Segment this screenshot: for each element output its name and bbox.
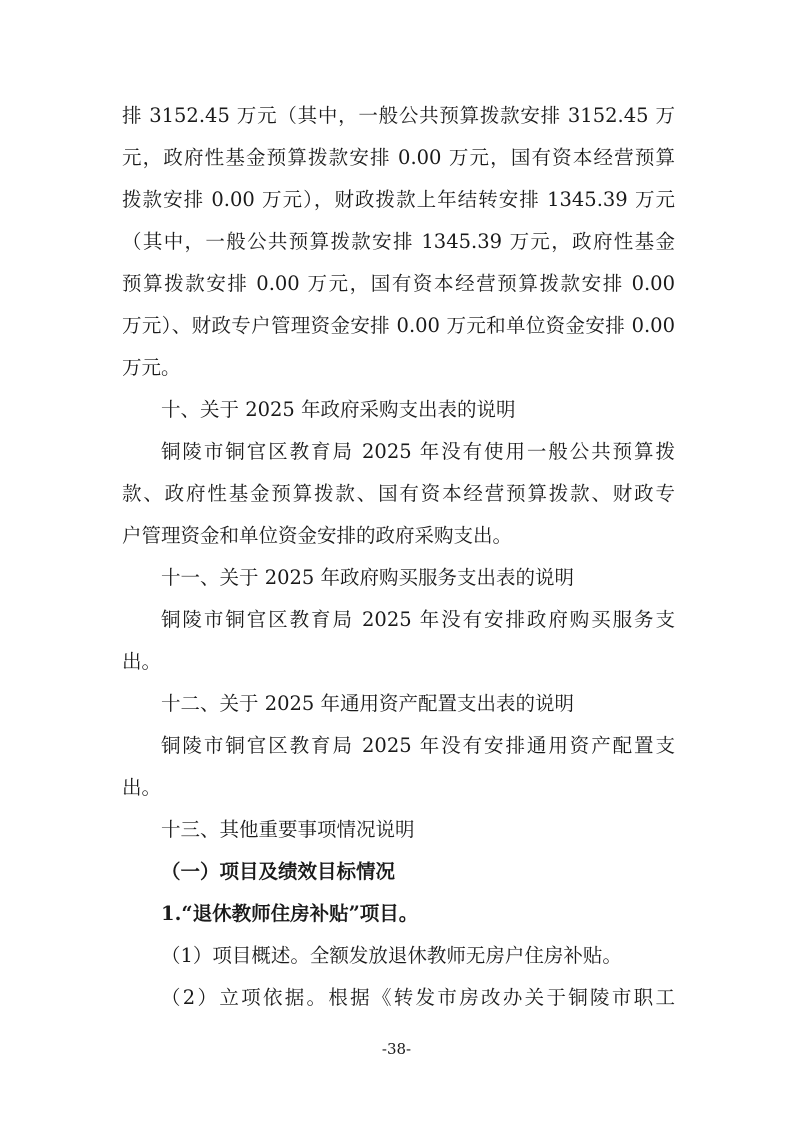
body-text-line: 预算拨款安排 0.00 万元，国有资本经营预算拨款安排 0.00: [122, 272, 675, 295]
project-title: 1.“退休教师住房补贴”项目。: [161, 902, 419, 925]
body-text-line: 出。: [122, 776, 162, 799]
body-text-line: （其中，一般公共预算拨款安排 1345.39 万元，政府性基金: [122, 230, 675, 253]
section-heading-11: 十一、关于 2025 年政府购买服务支出表的说明: [161, 566, 575, 589]
section-heading-12: 十二、关于 2025 年通用资产配置支出表的说明: [161, 692, 575, 715]
body-text-line: 排 3152.45 万元（其中，一般公共预算拨款安排 3152.45 万: [122, 104, 675, 127]
body-text-line: 铜陵市铜官区教育局 2025 年没有使用一般公共预算拨: [161, 440, 675, 463]
body-text-line: 铜陵市铜官区教育局 2025 年没有安排政府购买服务支: [161, 608, 675, 631]
body-text-line: 户管理资金和单位资金安排的政府采购支出。: [122, 524, 513, 547]
body-text-line: 万元）、财政专户管理资金安排 0.00 万元和单位资金安排 0.00: [122, 314, 675, 337]
subsection-heading: （一）项目及绩效目标情况: [161, 860, 396, 883]
body-text-line: 万元。: [122, 356, 181, 379]
section-heading-10: 十、关于 2025 年政府采购支出表的说明: [161, 398, 516, 421]
body-text-line: 出。: [122, 650, 162, 673]
body-text-line: 元，政府性基金预算拨款安排 0.00 万元，国有资本经营预算: [122, 146, 675, 169]
body-text-line: （2）立项依据。根据《转发市房改办关于铜陵市职工: [161, 986, 675, 1009]
page-number: -38-: [381, 1040, 412, 1058]
body-text-line: 款、政府性基金预算拨款、国有资本经营预算拨款、财政专: [122, 482, 675, 505]
section-heading-13: 十三、其他重要事项情况说明: [161, 818, 415, 841]
body-text-line: 拨款安排 0.00 万元），财政拨款上年结转安排 1345.39 万元: [122, 188, 675, 211]
body-text-line: （1）项目概述。全额发放退休教师无房户住房补贴。: [161, 944, 622, 967]
body-text-line: 铜陵市铜官区教育局 2025 年没有安排通用资产配置支: [161, 734, 675, 757]
